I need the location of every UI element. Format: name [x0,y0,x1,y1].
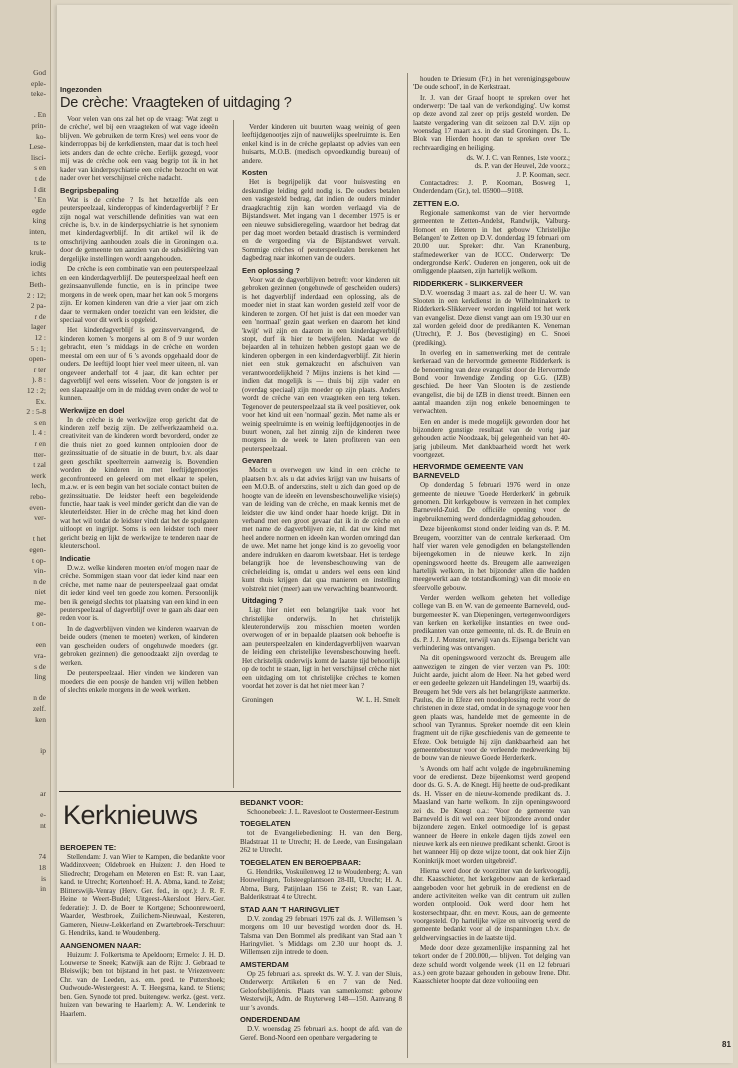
page-number: 81 [722,1040,731,1049]
edge-fragment: egen- [29,545,46,554]
edge-fragment: king [32,216,46,226]
kerknieuws-column-2 [240,795,402,1060]
paragraph: Deze bijeenkomst stond onder leiding van ds. P. M. Breugem, voorzitter van de centrale kerkeraad. Om half vier waren vele genodigden en belangstellenden bijeengekomen in de nieuwe kerk. In zijn openingswoord heette ds. Breugem alle aanwezigen hartelijk welkom, in het bijzonder allen die hadden meegewerkt aan de totstandkoming) van dit mooie en sfeervolle gebouw. [413,525,570,592]
paragraph: Een en ander is mede mogelijk geworden door het bijzondere gunstige resultaat van de vorig jaar gehouden actie Noodzaak, bij gelegenheid van het 40-jarig jubileum. Met dankbaarheid wordt het werk voortgezet. [413,417,570,460]
paragraph: Wat is de crèche ? Is het hetzelfde als een peuterspeelzaal, kinderoppas of kinderdagverblijf ? Er zijn nogal wat verschillende definities van wat een crèche is, b.v. in de kinderpsychiatrie is het synoniem met kinderdagverblijf. In dit artikel wil ik de omschrijving aanhouden zoals die in Groningen o.a. door de gemeente ten aanzien van de subsidiëring van dergelijke instellingen wordt aangehouden. [60,195,218,263]
edge-fragment: 12 : 2; [26,386,46,395]
article-col2-body [242,123,400,691]
edge-fragment: me- [34,598,46,607]
subheading: HERVORMDE GEMEENTE VAN BARNEVELD [413,462,524,481]
paragraph: tot de Evangeliebediening: H. van den Berg, Bladstraat 11 te Utrecht; H. de Leede, van Eusingalaan 262 te Utrecht. [240,829,402,855]
paragraph: D.V. zondag 29 februari 1976 zal ds. J. Willemsen 's morgens om 10 uur bevestigd worden door ds. H. Talsma van Den Bommel als predikant van Stad aan 't Haringvliet. 's Middags om 2.30 uur hoopt ds. J. Willemsen zijn intrede te doen. [240,914,402,957]
signature-author: W. L. H. Smelt [356,694,400,704]
edge-fragment: ko- [36,131,46,141]
subheading: ONDERDENDAM [240,1015,300,1025]
article-kicker: Ingezonden [60,85,102,94]
edge-fragment: 12 : [34,333,46,342]
paragraph: Contactadres: J. P. Kooman, Bosweg 1, Onderdendam (Gr.), tel. 05900—9108. [413,179,570,196]
paragraph: Na dit openingswoord verzocht ds. Breugem alle aanwezigen te zingen de vier verzen van Ps. 100: Juicht aarde, juicht alom de Heer. Na het gebed werd er een gedeelte gelezen uit Handelingen 19, waarbij ds. Breugem het 9de vers als het belangrijkste aanmerkte. Paulus, die in Efeze een noodoplossing recht voor de christenen in deze stad, omdat in de synagoge voor hen geen plaats was, handelde met de gemeente in de school van Tyrannus. Spreker noemde dit een klein fragment uit de rijke geschiedenis van de gemeente te Efeze. Ook betuigde hij zijn dankbaarheid aan het gemeentebestuur voor de verleende medewerking bij de bouw van de nieuwe Goede Herderkerk. [413,654,570,763]
paragraph: Regionale samenkomst van de vier hervormde gemeenten te Zetten-Andelst, Randwijk, Valburg-Homoet en Heteren in het gebouw 'Christelijke Belangen' te Zetten op D.V. donderdag 19 februari om 20.00 uur. Spreker: dhr. Van Kranenburg, stafmedewerker van de ICCC. Onderwerp: 'De ondergrondse Kerk'. Ouderen en jongeren, ook uit de omliggende plaatsen, zijn hartelijk welkom. [413,208,570,276]
edge-fragment: . En [33,110,46,120]
edge-fragment: egde [31,205,46,215]
edge-fragment: t het [32,534,46,544]
edge-fragment: een [35,640,46,650]
paragraph: Het is begrijpelijk dat voor huisvesting en deskundige leiding geld nodig is. De ouders betalen een vastgesteld bedrag, dat indien de ouders minder draagkrachtig zijn kan worden verlaagd via de Bijstandswet. Met ingang van 1 december 1975 is er een nieuwe subsidieregeling, waardoor het bedrag dat per dag moet worden betaald drastisch is verminderd en de vergoeding via de Bijstandswet vervalt. Sommige crèches of peuterspeelzalen berekenen het dagbedrag naar inkomen van de ouders. [242,178,400,263]
column-rule-right [407,73,408,1058]
edge-fragment: ge- [36,608,46,618]
paragraph: Ir. J. van der Graaf hoopt te spreken over het onderwerp: 'De taal van de verkondiging'. Uw komst op deze avond zal zeer op prijs gesteld worden. De laatste vergadering van dit seizoen zal D.V. zijn op woensdag 17 maart a.s. in de stad Groningen. Ds. L. Blok van Hierden hoopt dan te spreken over 'De rechtvaardiging en heiliging. [413,93,570,152]
edge-fragment: is [40,873,46,883]
edge-fragment: vin- [33,566,46,576]
edge-fragment: s de [34,661,46,671]
paragraph: Hierna werd door de voorzitter van de kerkvoogdij, dhr. Kaasschieter, het kerkgebouw aan de kerkeraad aangeboden voor het gebruik in de eredienst en de andere activiteiten welke van dit centrum uit zullen worden ontplooid. Ook werd door hem het kostersechtpaar, dhr. en mevr. Kous, aan de gemeente voorgesteld. Op hartelijke wijze en uitvoerig werd de gemeente bedankt voor al de inspanningen t.b.v. de geldwervingsacties in de laatste tijd. [413,866,570,942]
edge-fragment: r de [34,311,46,321]
article-signature [242,695,400,704]
paragraph: De peuterspeelzaal. Hier vinden we kinderen van moeders die een poosje de handen vrij willen hebben of slechts enkele morgens in de week werken. [60,669,218,695]
edge-fragment: l. 4 : [32,428,46,438]
paragraph: houden te Driesum (Fr.) in het verenigingsgebouw 'De oude school', in de Kerkstraat. [413,75,570,92]
edge-fragment: I dit [33,184,46,194]
subheading: Werkwijze en doel [60,405,125,415]
paragraph: Voor wat de dagverblijven betreft: voor kinderen uit gebroken gezinnen (ongehuwde of gescheiden ouders) is het dagverblijf inderdaad een oplossing, als de moeder niet in staat kan worden gesteld zelf voor de kinderen te zorgen. Of het juist is dat een moeder van een 'normaal' gezin gaat werken en daarom het kind 'kwijt' wil zijn en daarom in een kinderdagverblijf stopt, durf ik hier te betwijfelen. Nadat we de bejaarden al in tehuizen hebben gestopt gaan we de kinderen opbergen in een kinderdagverblijf. Zit hierin niet een stuk gemakzucht en afschuiven van verantwoordelijkheid ? Mijns inziens is het kind — indien dat mogelijk is — thuis bij zijn vader en (overdag speciaal) zijn moeder op zijn plaats. Anders wordt de crèche van een vraagteken een terg teken. Tegenover de peuterspeelzaal sta ik veel positiever, ook voor het kind uit een 'normaal' gezin. Met name als er weinig speelruimte is en weinig leeftijdgenootjes in de buurt wonen, zal het zinnig zijn de kinderen twee morgens in de week te laten profiteren van een peuterspeelzaal. [242,275,400,453]
paragraph: In overleg en in samenwerking met de centrale kerkeraad van de hervormde gemeente Ridderkerk is de benoeming van deze evangelist door de Hervormde Bond voor Inwendige Zending op G.G. (IZB) geschied. De heer Van Slooten is de zestiende evangelist, die bij de IZB in dienst treedt. Binnen een aantal maanden zijn nog enkele benoemingen te verwachten. [413,348,570,416]
edge-fragment: Beth- [29,280,46,289]
edge-fragment: zelf. [32,704,46,713]
article-col1-body [60,115,218,695]
edge-fragment: t zal [33,460,46,470]
edge-fragment: open- [28,354,46,364]
section-divider [59,791,401,792]
edge-fragment: ip [40,746,46,756]
edge-fragment: iodig [30,258,46,268]
edge-fragment: 2 : 5-8 [26,407,46,417]
paragraph: G. Hendriks, Voskuilenweg 12 te Woudenberg; A. van Houwelingen, Tolsteegplantsoen 28-III, Utrecht; H. A. Abma, Burg. Patijnlaan 156 te Zeist; R. van Laar, Balderikstraat 4 te Utrecht. [240,867,402,902]
paragraph: Het kinderdagverblijf is gezinsvervangend, de kinderen komen 's morgens al om 8 of 9 uur worden gebracht, eten 's middags in de crèche en worden meestal om een uur of 6 's avonds opgehaald door de ouders. De leeftijd loopt hier veel meer uiteen, nl. van ongeveer anderhalf tot 4 jaar, dit kan echter per dagverblijf wel eens wisselen. Voor de jongsten is er een slaapzaaltje om in de middag even onder de wol te kunnen. [60,326,218,403]
edge-fragment: ). 8 : [32,375,46,385]
kerknieuws-col3-body [413,75,570,986]
paragraph: Huizum: J. Folkertsma te Apeldoorn; Ermelo: J. H. D. Louwerse te Sneek; Katwijk aan de Rijn: J. Gebraad te Bleiswijk; ben tot bijstand in het past. te Vriezenveen: Chr. van de Leeden, a.s. em. pred. te Puttershoek; Oudwoude-Westergeest: A. T. Heegsma, kand. te Stiens; ben. Gen. Synode tot pred. buitengew. werkz. (gest. verz. huizen van bewaring te Haarlem): A. W. Lenderink te Haarlem. [60,950,225,1018]
edge-fragment: n de [33,576,46,586]
edge-fragment: even- [29,502,46,512]
paragraph: Op 25 februari a.s. spreekt ds. W. Y. J. van der Sluis, Onderwerp: Artikelen 6 en 7 van de Ned. Geloofsbelijdenis. Plaats van samenkomst: gebouw Westerwijk, Adm. de Ruyterweg 148—150. Aanvang 8 uur 's avonds. [240,969,402,1012]
paragraph: Verder kinderen uit buurten waag weinig of geen leeftijdgenootjes zijn of nauwelijks speelruimte is. Een enkel kind is in de crèche geplaatst op advies van een huisarts, M.O.B. (medisch opvoedkundig bureau) of andere. [242,123,400,165]
subheading: Begripsbepaling [60,185,119,195]
edge-fragment: niet [34,587,46,597]
subheading: TOEGELATEN [240,819,291,829]
edge-fragment: lech, [31,481,46,491]
paragraph: D.V. woensdag 25 februari a.s. hoopt de afd. van de Geref. Bond-Noord een openbare vergadering te [240,1025,402,1042]
edge-fragment: prin- [31,121,46,130]
article-headline: De crèche: Vraagteken of uitdaging ? [60,95,292,111]
edge-fragment: ver- [34,513,46,523]
paragraph: Stellendam: J. van Wier te Kampen, die bedankte voor Waddinxveen; Oldebroek en Huizen: J. den Hoed te Sliedrecht; Drogeham en Meteren en Est: R. van Laar, kand. te Utrecht; Kortenhoef: H. A. Abma, kand. te Zeist; Blitterswijk-Venray (Herv. Ger. fed., in opr.): J. R. F. Heine te Weert-Budel; Uitgeest-Akersloot Herv.-Ger. federatie): J. D. de Boer te Kortgene; Schoonrewoerd, Waarder, Westbroek, Zuilichem-Nieuwaal, Kesteren, Gameren, Nieuw-Lekkerland en Zwartebroek-Terschuur: G. Hendriks, kand. te Woudenberg. [60,853,225,938]
edge-fragment: werk [31,470,46,480]
subheading: RIDDERKERK - SLIKKERVEER [413,278,523,288]
edge-fragment: tter- [33,449,46,459]
edge-fragment: 74 [38,852,46,862]
edge-fragment: in [40,884,46,894]
column-rule [233,120,234,788]
subheading: TOEGELATEN EN BEROEPBAAR: [240,857,361,867]
subheading: STAD AAN 'T HARINGVLIET [240,904,340,914]
edge-fragment: lisci- [31,152,46,162]
edge-fragment: kruk- [29,248,46,258]
edge-fragment: nt [40,820,46,830]
edge-fragment: eple- [31,78,46,88]
kerknieuws-col1-body [60,843,225,1018]
subheading: Indicatie [60,553,91,563]
paragraph: Verder werden welkom geheten het volledige college van B. en W. van de gemeente Barneveld, oud-burgemeester K. van Diepeningen, vertegenwoordigers van kerken en kerkelijke instanties en twee oud-predikanten van onze gemeente, nl. ds. R. de Bruin en ds. P. J. J. Monster, terwijl van ds. Eijsenga bericht van verhindering was ontvangen. [413,593,570,652]
edge-fragment: 5 : 1; [30,343,46,353]
subheading: AANGENOMEN NAAR: [60,940,142,950]
edge-fragment: t de [34,174,46,183]
subheading: Een oplossing ? [242,265,300,275]
subheading: ZETTEN E.O. [413,198,460,208]
edge-fragment: s en [34,417,46,427]
paragraph: D.V. woensdag 3 maart a.s. zal de heer U. W. van Slooten in een kerkdienst in de Wilhelminakerk te Ridderkerk-Slikkerveer worden ingeleid tot het werk van evangelist. Deze dienst vangt aan om 19.30 uur en zal worden geleid door de predikanten K. Veneman (Utrecht), P. J. Bos (bevestiging) en C. Snoei (prediking). [413,288,570,347]
subheading: BEDANKT VOOR: [240,798,304,807]
edge-fragment: e- [40,810,46,819]
subheading: BEROEPEN TE: [60,843,117,852]
edge-fragment: s en [34,163,46,173]
edge-fragment: 2 pa- [30,301,46,311]
edge-fragment: ichts [31,269,46,279]
kerknieuws-column-3 [413,75,729,1050]
article-column-2 [242,123,400,778]
signatory-line: ds. P. van der Heuvel, 2de voorz.; [474,162,570,171]
signature-place: Groningen [242,694,274,704]
paragraph: 's Avonds om half acht volgde de ingebruikneming voor de eredienst. Deze bijeenkomst werd geopend door ds. G. S. A. de Knegt. Hij heette de oud-predikant ds. H. Visser en de nieuw-komende predikant ds. J. Maasland van harte welkom. In zijn openingswoord zei ds. De Knegt o.a.: 'Voor de gemeente van Barneveld is dit wel een zeer bijzondere avond onder bijzondere zegen. Enkel ootmoedige lof is gepast wanneer de Heere in enkele dagen tijds zowel een nieuwe kerk als een nieuwe predikant schenkt. Groot is het wanneer Hij op deze wijze toont, dat ook hier Zijn Koninkrijk moet worden uitgebreid'. [413,764,570,865]
previous-page-edge [0,0,51,1068]
kerknieuws-title: Kerknieuws [63,800,198,830]
edge-fragment: n de [33,693,46,703]
paragraph: Voor velen van ons zal het op de vraag: 'Wat zegt u de crèche', wel bij een vraagteken of wat vage ideeën blijven. We gebruiken de term Kres) wel eens voor de kinderroppas bij de kerkdiensten, maar dat is toch heel iets anders dan de echte crèche. Eerlijk gezegd, voor mij was de crèche ook een vaag begrip tot ik in het kader van kinderpsychiatrie een crèche bezocht en wat nader over het verschijnsel crèche nadacht. [60,115,218,183]
edge-fragment: 18 [38,863,46,872]
edge-fragment: t op- [32,555,46,565]
edge-fragment: r en [34,439,46,448]
edge-fragment: inten, [29,227,46,236]
edge-fragment: God [33,68,46,77]
paragraph: In de crèche is de werkwijze erop gericht dat de kinderen zelf bezig zijn. De zelfwerkzaamheid o.a. creativiteit van de kinderen wordt bevorderd, onder ze die thuis niet zo goed kunnen ontplooien door de gezinssituatie of de situatie in de buurt, b.v. als daar geen geschikt speelterrein aanwezig is. Bovendien worden de kinderen in met leeftijdgenootjes geconfronteerd en geleerd om met elkaar te spelen, m.a.w. er is een begin van het sociale contact buiten de gezinssituatie. De leidster heeft een begeleidende functie, haar taak is veel minder gericht dan die van de kleuterleidster. Hier in de crèche mag het kind doen wat het wil totdat de leidster vindt dat het de spulgaten uitloopt en ingrijpt. Soms is een leidster toch meer gericht bezig en lijkt de werkwijze te tenderen naar de kleuterschool. [60,415,218,551]
paragraph: Ligt hier niet een belangrijke taak voor het christelijke onderwijs. In het christelijk kleuteronderwijs zou misschien moeten worden overwogen of er in bepaalde plaatsen ook behoefte is aan peuterspeelzalen en kinderdagverblijven waarvan de leiding een christelijke levensbeschouwing heeft. Het christelijk onderwijs komt de laatste tijd behoorlijk op de tocht te staan, ligt in het verschijnsel crèche niet een uitdaging om tot christelijke crèches te komen voordat het zover is dat het niet meer kan ? [242,606,400,691]
newspaper-page [57,5,733,1063]
edge-fragment: teke- [31,89,46,99]
kerknieuws-column-1 [60,840,225,1060]
edge-fragment: t on- [32,619,46,629]
paragraph: In de dagverblijven vinden we kinderen waarvan de beide ouders (menen te moeten) werken, of kinderen van gescheiden ouders of ongehuwde moeders (gr. gebroken gezinnen) die genoodzaakt zijn overdag te werken. [60,624,218,667]
edge-fragment: ' En [34,195,46,205]
edge-fragment: ts te [33,237,46,247]
edge-fragment: ar [40,788,46,798]
paragraph: Mede door deze gezamenlijke inspanning zal het tekort onder de f 200.000,— blijven. Tot delging van deze schuld wordt volgende week (11 en 12 februari a.s.) een grote bazaar gehouden in gebouw Irene. Dhr. Kaasschieter hoopte dat deze voltooiing een [413,944,570,986]
edge-fragment: ling [34,672,46,682]
signatory-line: J. P. Kooman, secr. [516,170,570,179]
kerknieuws-col2-body [240,798,402,1042]
paragraph: Mocht u overwegen uw kind in een crèche te plaatsen b.v. als u dat advies krijgt van uw huisarts of een M.O.B. of anderszins, stelt u zich dan goed op de hoogte van de ideeën en levensbeschouwelijke visie(s) van de leiding van de crèche, en maak kennis met de leidster die uw kind onder haar hoede krijgt. Dit in verband met een groot gevaar dat ik in de crèche en met name de dagverblijven zie, nl. dat uw kind met heel andere normen en ideeën kan worden omringd dan de uwe. Met name het jonge kind is zo gevoelig voor andere indrukken en daarom kwetsbaar. Het is terdege belangrijk hoe de levensbeschouwing van de crècheleiding is, omdat u anders wel eens een kind kunt thuis krijgen dat qua manieren en instelling volstrekt niet (meer) aan uw verwachting beantwoordt. [242,466,400,593]
edge-fragment: rebo- [30,492,46,501]
edge-fragment: 2 : 12; [26,290,46,300]
edge-fragment: Ex. [35,396,46,406]
subheading: AMSTERDAM [240,959,289,969]
edge-fragment: vra- [33,651,46,660]
paragraph: De crèche is een combinatie van een peuterspeelzaal en een kinderdagverblijf. De peuterspeelzaal heeft een gezinsaanvullende functie, en is in principe twee morgens in de week open, maar het kan ook 5 morgens zijn. Er komen kinderen van drie a vier jaar om zich daar te vermaken onder toezicht van een leidster, die speciaal voor dit werk is opgeleid. [60,265,218,324]
edge-fragment: Lese- [29,142,46,152]
paragraph: D.w.z. welke kinderen moeten en/of mogen naar de crèche. Sommigen staan voor dat ieder kind naar een crèche, met name naar de peuterspeelzaal gaat omdat dit ieder kind veel ten goede zou komen. Persoonlijk ben ik geneigd slechts tot plaatsing van een kind in een peuterspeelzaal of dagverblijf over te gaan als daar een reden voor is. [60,563,218,623]
paragraph: Schoonebeek: J. L. Ravesloot te Oostermeer-Eestrum [247,808,399,816]
signatory-line: ds. W. J. C. van Rennes, 1ste voorz.; [466,154,570,163]
subheading: Gevaren [242,456,273,466]
subheading: Uitdaging ? [242,596,284,606]
edge-fragment: ken [35,714,46,724]
edge-fragment: lager [31,322,46,332]
edge-fragment: r ter [33,364,46,374]
subheading: Kosten [242,168,268,178]
paragraph: Op donderdag 5 februari 1976 werd in onze gemeente de nieuwe 'Goede Herderkerk' in gebruik genomen. Dit kerkgebouw is verrezen in het complex Barneveld-Zuid. De officiële opening voor de ingebruikneming werd donderdagmiddag gehouden. [413,481,570,523]
